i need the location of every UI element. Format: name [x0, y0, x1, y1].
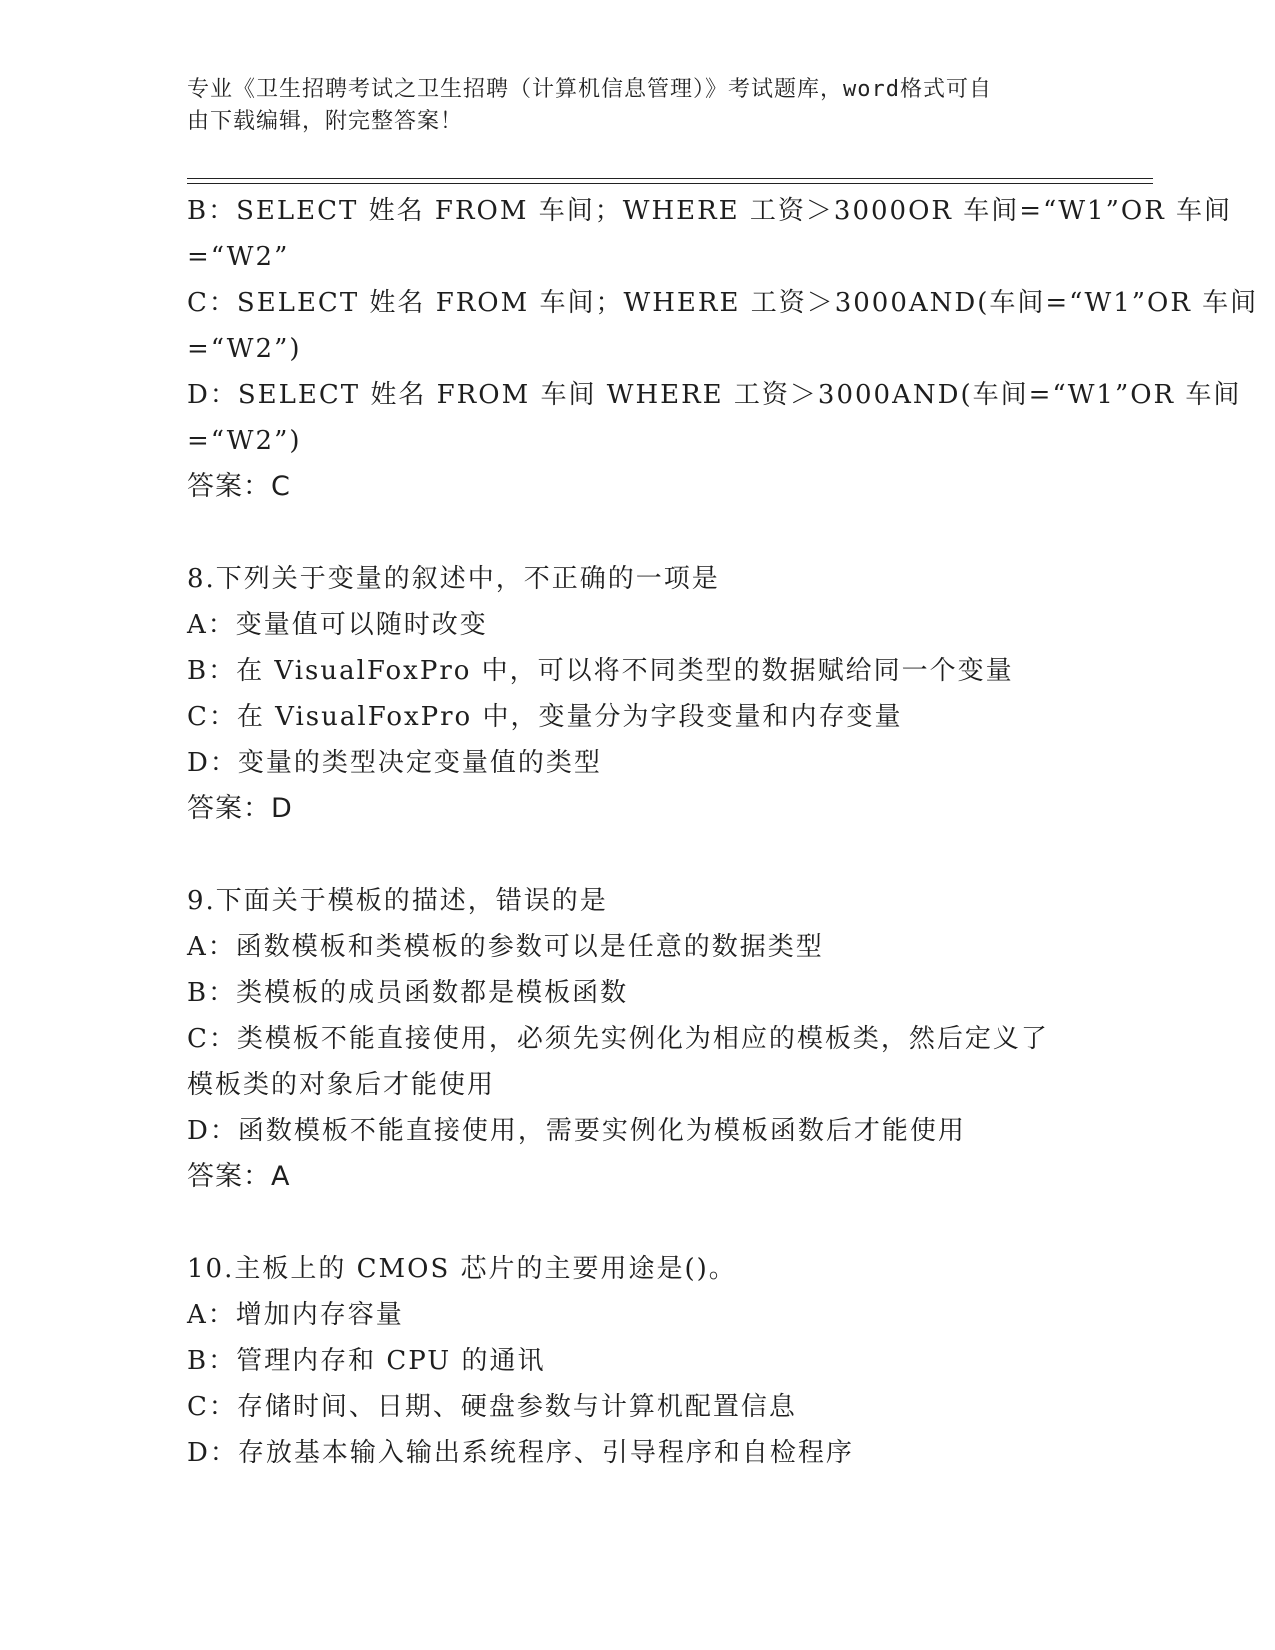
- question-8-block: [187, 556, 1087, 832]
- question-content: [187, 188, 1259, 1476]
- header-divider-bottom: [187, 183, 1153, 184]
- q9-option-d: D：函数模板不能直接使用，需要实例化为模板函数后才能使用: [187, 1116, 966, 1146]
- question-9-block: [187, 878, 1087, 1200]
- document-header: [187, 74, 1067, 138]
- q10-option-b: B：管理内存和 CPU 的通讯: [187, 1346, 546, 1376]
- q8-answer: 答案：D: [187, 793, 293, 824]
- question-7-block: [187, 188, 1259, 510]
- q8-option-c: C：在 VisualFoxPro 中，变量分为字段变量和内存变量: [187, 702, 903, 732]
- q9-answer: 答案：A: [187, 1161, 291, 1192]
- q8-question: 8.下列关于变量的叙述中，不正确的一项是: [187, 564, 720, 594]
- q8-option-d: D：变量的类型决定变量值的类型: [187, 748, 602, 778]
- q9-option-c-line-2: 模板类的对象后才能使用: [187, 1070, 496, 1100]
- spacer: [187, 1200, 1087, 1246]
- spacer: [187, 832, 1087, 878]
- q10-question: 10.主板上的 CMOS 芯片的主要用途是()。: [187, 1254, 737, 1284]
- question-10-block: [187, 1246, 1087, 1476]
- q7-option-d-line-2: =“W2”): [187, 426, 302, 456]
- q9-option-b: B：类模板的成员函数都是模板函数: [187, 978, 629, 1008]
- q9-option-a: A：函数模板和类模板的参数可以是任意的数据类型: [187, 932, 824, 962]
- q7-option-d-line-1: D：SELECT 姓名 FROM 车间 WHERE 工资＞3000AND(车间=“W1”OR 车间: [187, 380, 1242, 410]
- header-divider-top: [187, 178, 1153, 179]
- q7-option-c-line-1: C：SELECT 姓名 FROM 车间；WHERE 工资＞3000AND(车间=“W1”OR 车间: [187, 288, 1259, 318]
- q7-option-b-line-1: B：SELECT 姓名 FROM 车间；WHERE 工资＞3000OR 车间=“W1”OR 车间: [187, 196, 1233, 226]
- header-line-2: 由下载编辑，附完整答案！: [187, 109, 464, 134]
- q9-option-c-line-1: C：类模板不能直接使用，必须先实例化为相应的模板类，然后定义了: [187, 1024, 1049, 1054]
- q10-option-c: C：存储时间、日期、硬盘参数与计算机配置信息: [187, 1392, 797, 1422]
- q10-option-d: D：存放基本输入输出系统程序、引导程序和自检程序: [187, 1438, 854, 1468]
- q10-option-a: A：增加内存容量: [187, 1300, 404, 1330]
- q7-option-c-line-2: =“W2”): [187, 334, 302, 364]
- q7-answer: 答案：C: [187, 471, 291, 502]
- spacer: [187, 510, 1087, 556]
- q7-option-b-line-2: =“W2”: [187, 242, 290, 272]
- q8-option-b: B：在 VisualFoxPro 中，可以将不同类型的数据赋给同一个变量: [187, 656, 1014, 686]
- q9-question: 9.下面关于模板的描述，错误的是: [187, 886, 608, 916]
- q8-option-a: A：变量值可以随时改变: [187, 610, 488, 640]
- header-line-1: 专业《卫生招聘考试之卫生招聘（计算机信息管理）》考试题库，word格式可自: [187, 77, 992, 102]
